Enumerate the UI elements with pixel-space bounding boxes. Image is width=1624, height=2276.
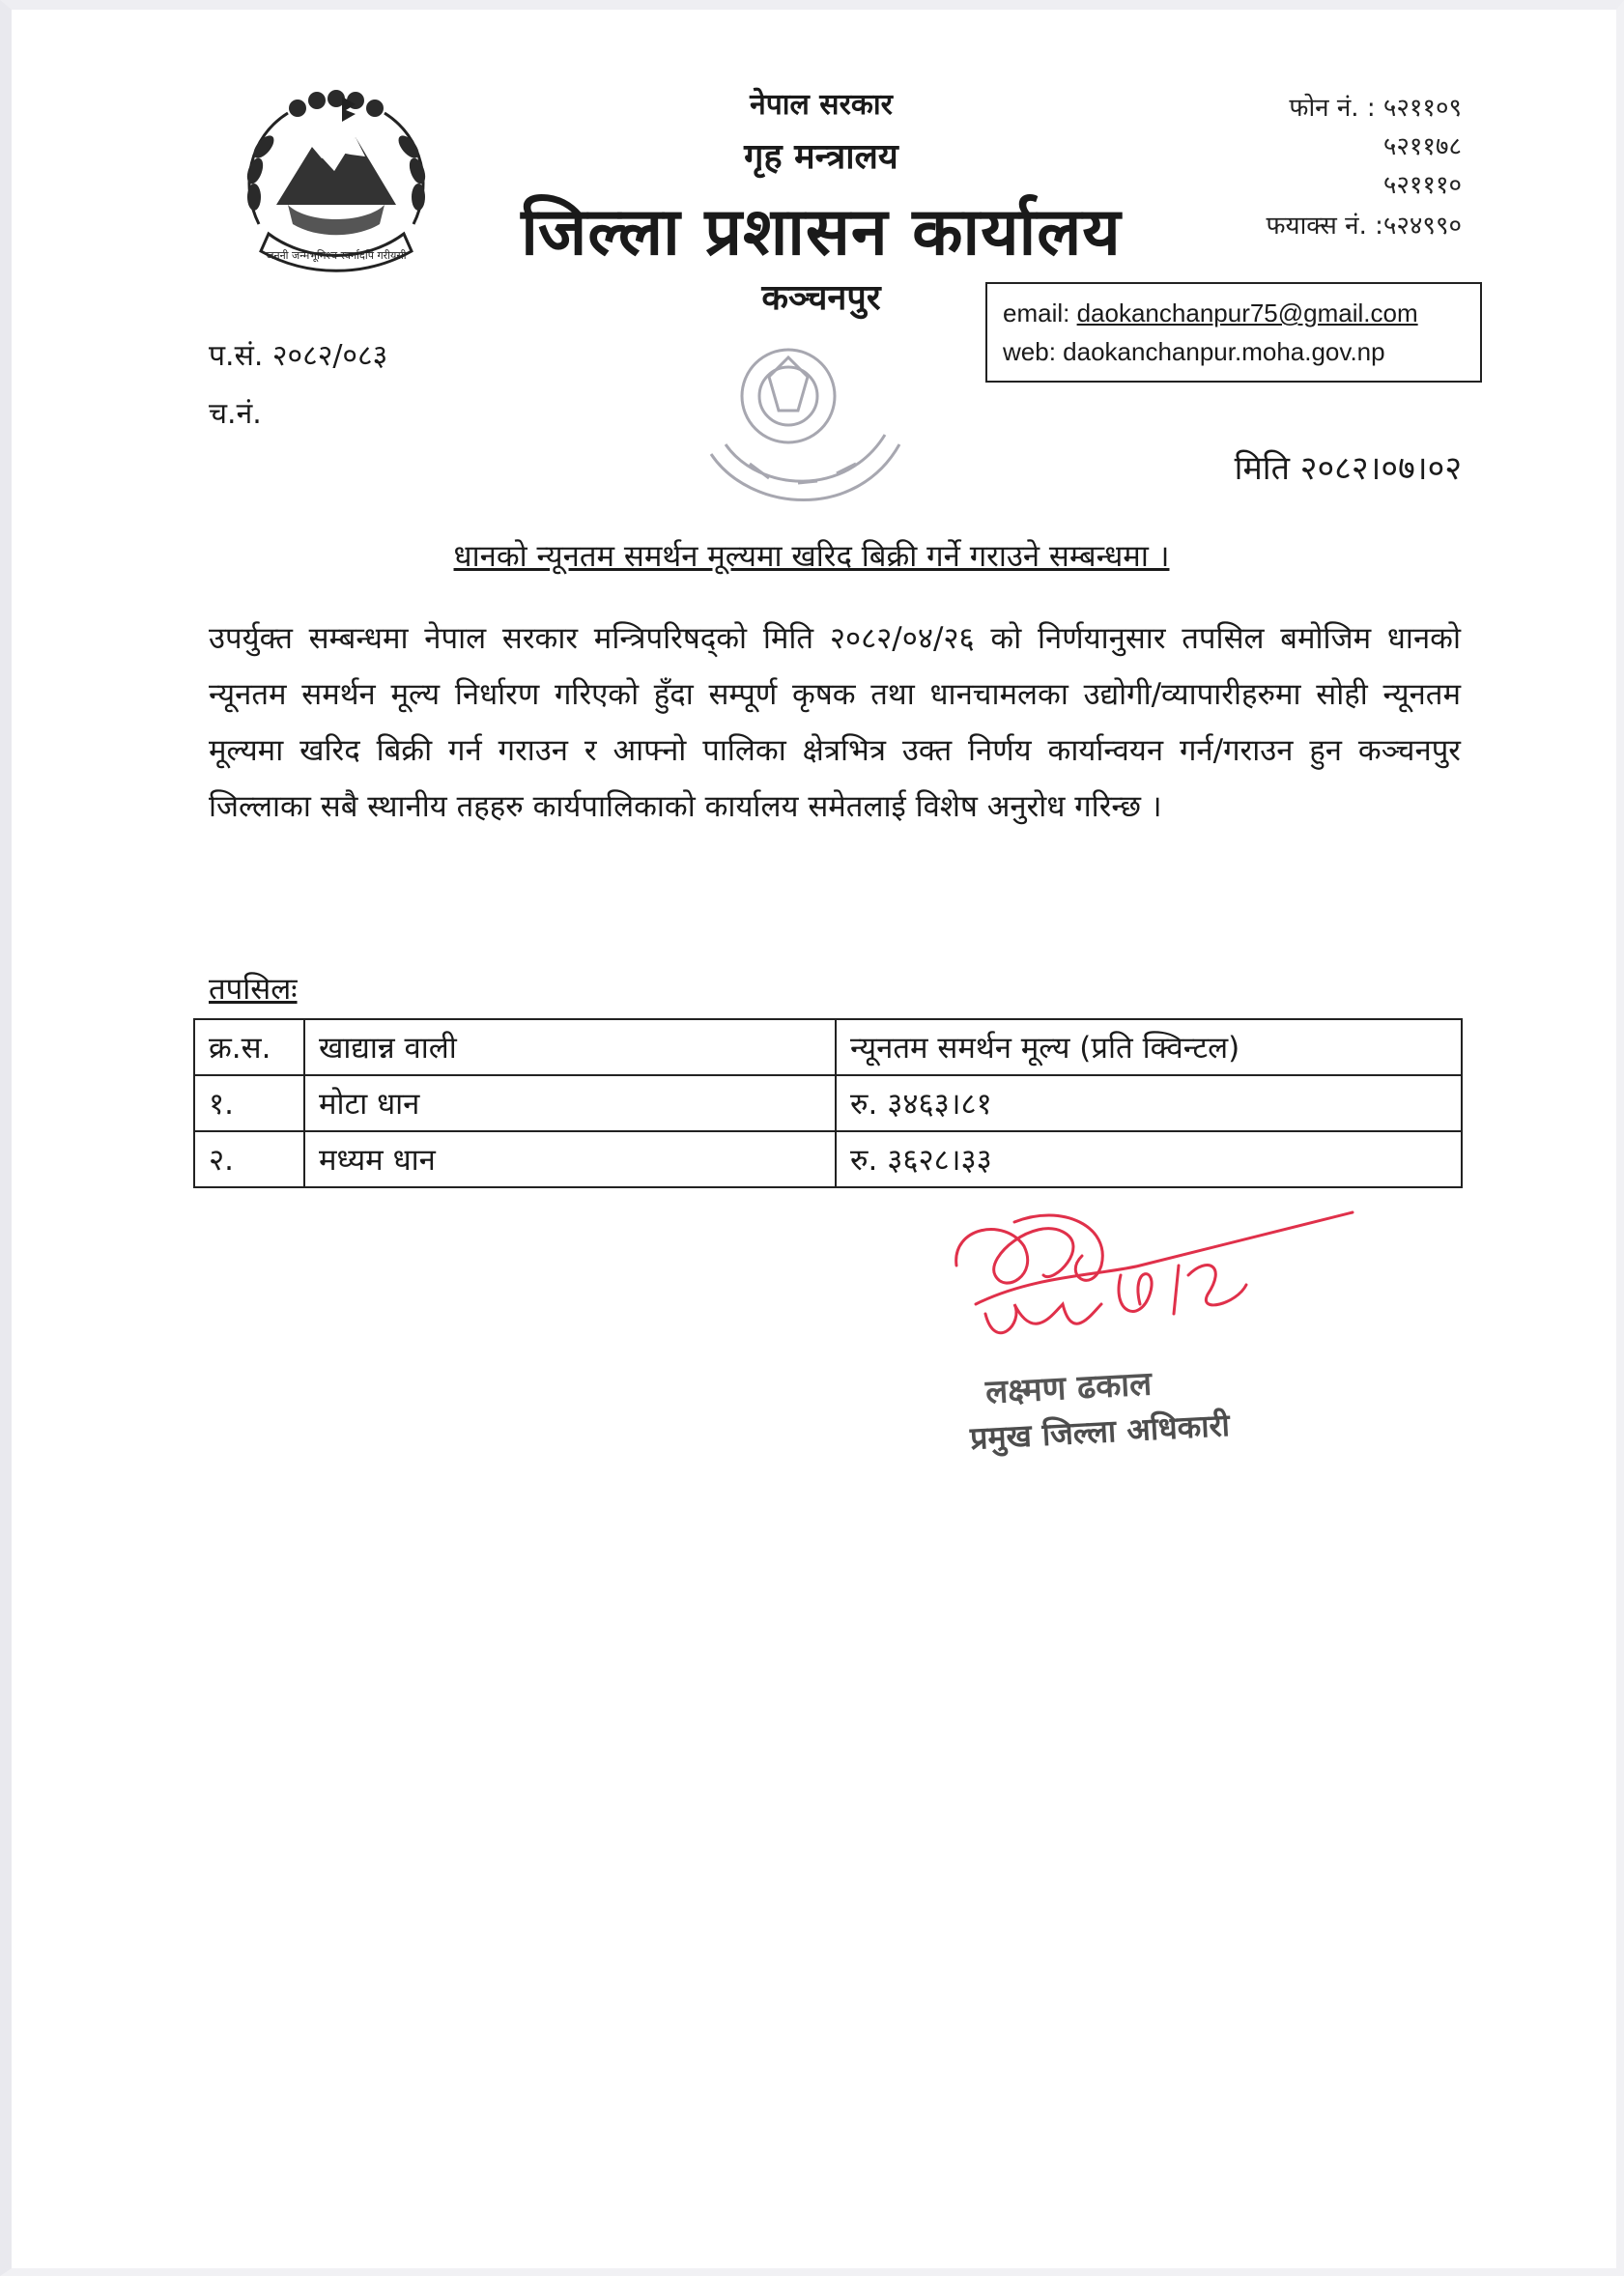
- table-cell: मध्यम धान: [304, 1131, 836, 1187]
- table-row: [194, 1075, 1462, 1131]
- contact-box: [985, 282, 1482, 383]
- letter-body: उपर्युक्त सम्बन्धमा नेपाल सरकार मन्त्रिपरिषद्को मिति २०८२/०४/२६ को निर्णयानुसार तपसिल बमोजिम धानको न्यूनतम समर्थन मूल्य निर्धारण गरिएको हुँदा सम्पूर्ण कृषक तथा धानचामलका उद्योगी/व्यापारीहरुमा सोही न्यूनतम मूल्यमा खरिद बिक्री गर्न गराउन र आफ्नो पालिका क्षेत्रभित्र उक्त निर्णय कार्यान्वयन गर्न/गराउन हुन कञ्चनपुर जिल्लाका सबै स्थानीय तहहरु कार्यपालिकाको कार्यालय समेतलाई विशेष अनुरोध गरिन्छ ।: [209, 621, 1461, 824]
- letter-date: मिति २०८२।०७।०२: [1234, 449, 1462, 488]
- subject-text: धानको न्यूनतम समर्थन मूल्यमा खरिद बिक्री गर्ने गराउने सम्बन्धमा ।: [453, 539, 1170, 574]
- phone-number-2: ५२११७८: [1382, 132, 1462, 161]
- price-table: [193, 1018, 1463, 1188]
- phone-number-1: फोन नं. : ५२११०९: [1289, 94, 1462, 123]
- dispatch-number: च.नं.: [209, 397, 262, 431]
- details-label: तपसिलः: [209, 972, 298, 1007]
- signature-icon: [947, 1208, 1362, 1362]
- table-header-row: [194, 1019, 1462, 1075]
- web-line: [1003, 332, 1465, 371]
- web-label: web:: [1003, 337, 1056, 366]
- subject-line: [193, 535, 1430, 576]
- svg-text:जननी जन्मभूमिश्च स्वर्गादपि गर: जननी जन्मभूमिश्च स्वर्गादपि गरीयसी: [266, 249, 407, 262]
- table-cell: रु. ३६२८।३३: [836, 1131, 1462, 1187]
- table-cell: रु. ३४६३।८१: [836, 1075, 1462, 1131]
- table-cell: मोटा धान: [304, 1075, 836, 1131]
- table-header-cell: खाद्यान्न वाली: [304, 1019, 836, 1075]
- signatory-name: लक्ष्मण ढकाल: [984, 1364, 1154, 1412]
- header-government: नेपाल सरकार: [750, 88, 893, 122]
- table-cell: १.: [194, 1075, 304, 1131]
- office-stamp-icon: [692, 319, 924, 522]
- signatory-title: प्रमुख जिल्ला अधिकारी: [969, 1406, 1231, 1458]
- table-cell: २.: [194, 1131, 304, 1187]
- table-header-cell: क्र.स.: [194, 1019, 304, 1075]
- header-office: जिल्ला प्रशासन कार्यालय: [521, 194, 1122, 270]
- table-row: [194, 1131, 1462, 1187]
- header-ministry: गृह मन्त्रालय: [744, 137, 898, 177]
- email-line: [1003, 294, 1465, 332]
- email-link[interactable]: daokanchanpur75@gmail.com: [1076, 299, 1418, 327]
- header-district: कञ्चनपुर: [761, 278, 881, 318]
- email-label: email:: [1003, 299, 1070, 327]
- nepal-emblem-icon: [220, 79, 452, 282]
- web-link[interactable]: daokanchanpur.moha.gov.np: [1063, 337, 1385, 366]
- reference-number: प.सं. २०८२/०८३: [209, 339, 388, 373]
- table-header-cell: न्यूनतम समर्थन मूल्य (प्रति क्विन्टल): [836, 1019, 1462, 1075]
- phone-number-3: ५२१११०: [1382, 171, 1462, 200]
- fax-number: फयाक्स नं. :५२४९९०: [1266, 212, 1462, 241]
